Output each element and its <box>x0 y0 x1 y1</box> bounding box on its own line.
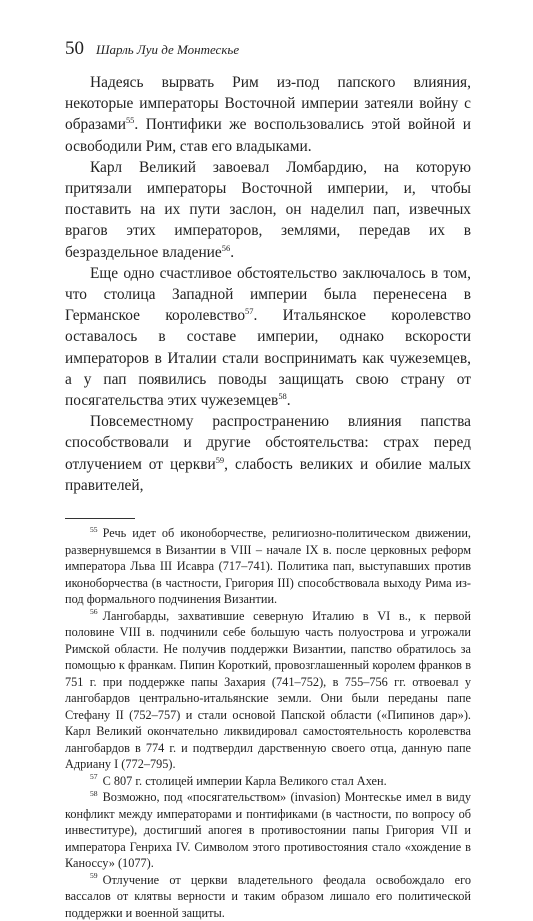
paragraph-text: . <box>286 392 291 410</box>
paragraph <box>65 263 471 411</box>
paragraph <box>65 72 471 157</box>
footnote-text: Речь идет об иконоборчестве, религиозно-политическом движении, развернувшемся в Византии в VIII – начале IX в. после церковных реформ императора Льва III Исавра (717–741). Политика пап, выступавших против иконоборчества (в частности, Григория III) способствовала выходу Рима из-под формального подчинения Византии. <box>65 526 471 607</box>
paragraph-text: . <box>230 243 235 261</box>
paragraph-text: . Итальянское королевство оставалось в составе империи, однако вскорости императоров в Италии стали воспринимать как чужеземцев, а у пап появились поводы защищать свою страну от посягательства этих чужеземцев <box>65 307 471 410</box>
paragraph-text: Надеясь вырвать Рим из-под папского влияния, некоторые императоры Восточной империи затеяли войну с образами <box>65 74 471 134</box>
page-header <box>65 38 471 60</box>
paragraph-text: Повсеместному распространению влияния папства способствовали и другие обстоятельства: страх перед отлучением от церкви <box>65 413 471 473</box>
paragraph-text: Еще одно счастливое обстоятельство заключалось в том, что столица Западной империи была перенесена в Германское королевство <box>65 264 471 325</box>
paragraph <box>65 157 471 263</box>
footnote <box>65 608 471 773</box>
page-number: 50 <box>65 38 84 59</box>
footnote-number: 57 <box>90 772 98 782</box>
footnote-ref: 55 <box>125 115 135 126</box>
paragraph-text: Карл Великий завоевал Ломбардию, на которую притязали императоры Восточной империи, и, чтобы поставить на их пути заслон, он наделил пап, извечных врагов этих императоров, землями, передав их в безраздельное владение <box>65 158 471 261</box>
footnote-ref: 59 <box>215 454 225 465</box>
footnote-divider <box>65 518 135 519</box>
main-text <box>65 72 471 496</box>
footnote-number: 55 <box>90 524 98 534</box>
footnote-text: С 807 г. столицей империи Карла Великого стал Ахен. <box>102 773 387 788</box>
book-page <box>65 38 471 921</box>
paragraph <box>65 411 471 496</box>
footnote-ref: 57 <box>245 306 254 317</box>
footnote <box>65 789 471 872</box>
footnote <box>65 872 471 921</box>
footnote-ref: 58 <box>278 390 287 401</box>
footnote-text: Лангобарды, захватившие северную Италию в VI в., к первой половине VIII в. подчинили себе большую часть полуострова и угрожали Римской области. Не получив поддержки Византии, папство обратилось за помощью к франкам. Пипин Короткий, провозглашенный королем франков в 751 г. при поддержке папы Захария (741–752), в 755–756 гг. отвоевал у лангобардов центрально-итальянские земли. Они были переданы папе Стефану II (752–757) и стали основой Папской области («Пипинов дар»). Карл Великий окончательно ликвидировал самостоятельность королевства лангобардов в 774 г. и подтвердил дарственную своего отца, данную папе Адриану I (772–795). <box>65 608 471 772</box>
footnotes <box>65 525 471 921</box>
paragraph-text: , слабость великих и обилие малых правителей, <box>65 455 472 494</box>
footnote <box>65 525 471 608</box>
footnote <box>65 773 471 790</box>
running-title: Шарль Луи де Монтескье <box>96 42 240 57</box>
footnote-number: 56 <box>90 607 98 617</box>
paragraph-text: . Понтифики же воспользовались этой войной и освободили Рим, став его владыками. <box>65 116 471 155</box>
footnote-ref: 56 <box>221 242 231 253</box>
footnote-number: 59 <box>90 871 98 881</box>
footnote-text: Отлучение от церкви владетельного феодала освобождало его вассалов от клятвы верности и таким образом лишало его политической поддержки и военной защиты. <box>65 872 471 920</box>
footnote-text: Возможно, под «посягательством» (invasion) Монтескье имел в виду конфликт между императорами и понтификами (в частности, по вопросу об инвеституре), достигший апогея в противостоянии папы Григория VII и императора Генриха IV. Символом этого противостояния стало «хождение в Каноссу» (1077). <box>65 790 471 871</box>
footnote-number: 58 <box>90 788 98 798</box>
